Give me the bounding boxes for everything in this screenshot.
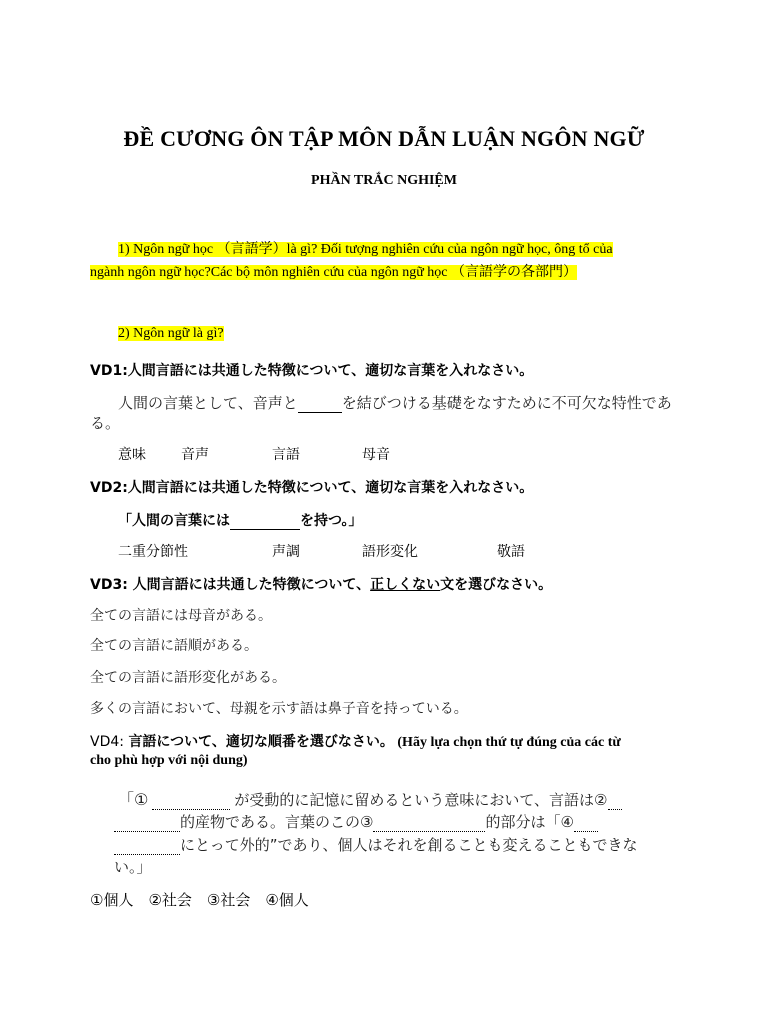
vd2-option-3: 語形変化 <box>362 544 418 560</box>
question-1-line-1-text: 1) Ngôn ngữ học （言語学）là gì? Đối tượng nghiên cứu của ngôn ngữ học, ông tổ của <box>118 242 613 257</box>
vd3-item-4: 多くの言語において、母親を示す語は鼻子音を持っている。 <box>90 701 468 717</box>
vd4-passage-line-3 <box>114 834 638 855</box>
vd4-heading-vi-1: (Hãy lựa chọn thứ tự đúng của các từ <box>393 735 621 750</box>
vd1-sentence <box>118 392 672 413</box>
vd4-blank-4b <box>114 836 180 855</box>
vd4-heading-line-1 <box>90 731 621 751</box>
vd3-heading-before: VD3: 人間言語には共通した特徴について、 <box>90 577 371 593</box>
vd1-option-1: 意味 <box>118 447 146 463</box>
vd1-sentence-before: 人間の言葉として、音声と <box>118 394 298 412</box>
vd3-heading-underlined: 正しくない <box>370 577 441 593</box>
vd3-item-1: 全ての言語には母音がある。 <box>90 608 272 624</box>
vd4-answer: ①個人 ②社会 ③社会 ④個人 <box>90 891 309 909</box>
vd4-line1-mid: が受動的に記憶に留めるという意味において、言語は② <box>234 791 608 809</box>
vd4-passage-line-1 <box>118 787 622 810</box>
vd4-line3-mid: にとって外的 <box>180 836 270 854</box>
vd4-line2-mid: 的産物である。言葉のこの③ <box>180 813 374 831</box>
vd2-option-1: 二重分節性 <box>118 544 188 560</box>
vd4-heading-jp: 言語について、適切な順番を選びなさい。 <box>128 734 394 750</box>
vd4-blank-1 <box>152 791 230 810</box>
vd2-sentence-after: を持つ。」 <box>300 513 363 529</box>
vd1-sentence-after: を結びつける基礎をなすために不可欠な特性であ <box>341 394 672 412</box>
vd3-heading <box>90 574 552 594</box>
vd1-sentence-continued: る。 <box>90 414 121 432</box>
vd3-heading-after: 文を選びなさい。 <box>440 577 553 593</box>
vd4-blank-3 <box>373 813 485 832</box>
vd1-option-3: 言語 <box>272 447 300 463</box>
vd4-blank-2a <box>608 791 622 810</box>
vd4-line2-after: 的部分は「④ <box>485 813 574 831</box>
vd1-option-4: 母音 <box>362 447 390 463</box>
vd2-blank <box>230 513 300 530</box>
vd2-sentence <box>118 510 362 530</box>
vd4-heading-prefix: VD4: <box>90 734 129 750</box>
question-2-label-text: 2) Ngôn ngữ là gì? <box>118 326 224 341</box>
vd1-heading: VD1:人間言語には共通した特徴について、適切な言葉を入れなさい。 <box>90 363 534 379</box>
vd4-blank-2b <box>114 813 180 832</box>
vd4-blank-4a <box>574 813 598 832</box>
vd3-item-3: 全ての言語に語形変化がある。 <box>90 670 286 686</box>
section-subtitle: PHẦN TRẮC NGHIỆM <box>311 173 457 188</box>
question-2-label <box>118 326 224 342</box>
document-title: ĐỀ CƯƠNG ÔN TẬP MÔN DẪN LUẬN NGÔN NGỮ <box>123 126 645 151</box>
vd2-sentence-before: 「人間の言葉には <box>118 513 230 529</box>
vd2-option-4: 敬語 <box>497 544 525 560</box>
question-1-line-2-text: ngành ngôn ngữ học?Các bộ môn nghiên cứu của ngôn ngữ học （言語学の各部門） <box>90 265 578 280</box>
question-1-line-1 <box>118 238 613 258</box>
vd4-line1-start: 「① <box>118 790 149 809</box>
vd1-blank <box>298 394 342 413</box>
vd3-item-2: 全ての言語に語順がある。 <box>90 638 258 654</box>
vd4-quote-open: ” <box>269 836 278 854</box>
vd4-heading-line-2: cho phù hợp với nội dung) <box>90 753 248 768</box>
vd4-line3-after: であり、個人はそれを創ることも変えることもできな <box>277 836 638 854</box>
vd1-option-2: 音声 <box>181 447 209 463</box>
vd2-option-2: 声調 <box>272 544 300 560</box>
question-1-line-2 <box>90 261 577 281</box>
vd4-passage-line-4: い。」 <box>114 858 152 876</box>
vd2-heading: VD2:人間言語には共通した特徴について、適切な言葉を入れなさい。 <box>90 480 534 496</box>
vd4-passage-line-2 <box>114 811 598 832</box>
